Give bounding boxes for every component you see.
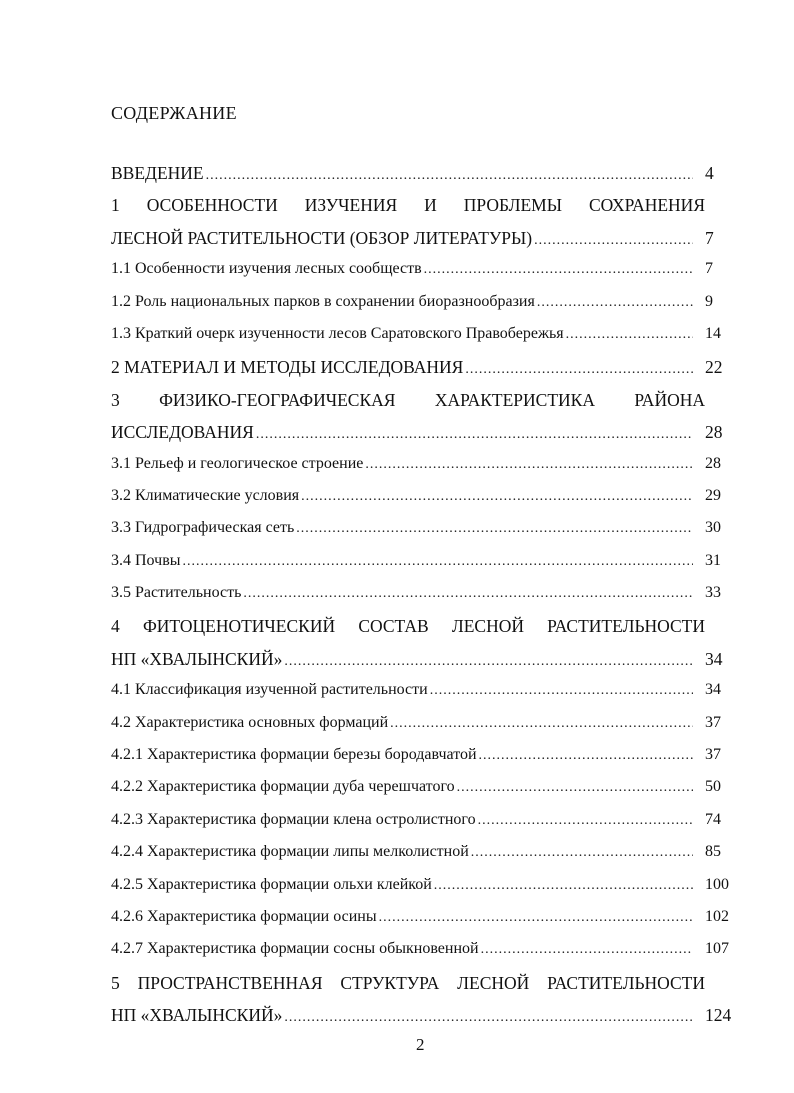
leader-dots [457, 780, 693, 796]
toc-entry-text: 1.3 Краткий очерк изученности лесов Саратовского Правобережья [111, 324, 564, 342]
leader-dots [481, 942, 693, 958]
page-title: СОДЕРЖАНИЕ [111, 103, 237, 123]
toc-entry-line1: 1 ОСОБЕННОСТИ ИЗУЧЕНИЯ И ПРОБЛЕМЫ СОХРАНЕНИЯ [111, 195, 705, 216]
toc-entry [111, 681, 747, 713]
toc-entry [111, 487, 747, 519]
toc-entry [111, 422, 747, 454]
toc-entry [111, 293, 747, 325]
toc-entry [111, 778, 747, 810]
leader-dots [284, 1010, 693, 1026]
toc-entry [111, 357, 747, 389]
page-number: 2 [416, 1035, 425, 1054]
leader-dots [206, 168, 693, 184]
toc-entry [111, 714, 747, 746]
toc-entry [111, 228, 747, 260]
toc-entry [111, 260, 747, 292]
toc-entry-text: 3.2 Климатические условия [111, 486, 300, 504]
toc-entry-text: 4.2.1 Характеристика формации березы бородавчатой [111, 746, 477, 764]
toc-entry-text: 1.2 Роль национальных парков в сохранении биоразнообразия [111, 292, 535, 310]
toc-entry [111, 163, 747, 195]
leader-dots [534, 233, 693, 249]
leader-dots [183, 554, 694, 570]
toc-entry-text: 4.2.3 Характеристика формации клена остролистного [111, 810, 476, 828]
toc-entry [111, 843, 747, 875]
leader-dots [390, 716, 693, 732]
leader-dots [424, 262, 693, 278]
toc-entry [111, 746, 747, 778]
toc-entry-text: 4.2.6 Характеристика формации осины [111, 907, 377, 925]
leader-dots [284, 654, 693, 670]
toc-entry-page: 50 [705, 778, 721, 796]
toc-entry-text: ВВЕДЕНИЕ [111, 163, 204, 183]
toc-entry-text: ЛЕСНОЙ РАСТИТЕЛЬНОСТИ (ОБЗОР ЛИТЕРАТУРЫ) [111, 227, 533, 248]
leader-dots [478, 813, 693, 829]
toc-entry-page: 7 [705, 227, 714, 248]
toc-entry-page: 29 [705, 486, 721, 504]
toc-entry-text: 3.1 Рельеф и геологическое строение [111, 454, 364, 472]
leader-dots [243, 586, 693, 602]
toc-entry-page: 30 [705, 519, 721, 537]
toc-entry [111, 519, 747, 551]
toc-entry [111, 1005, 747, 1037]
toc-entry [111, 940, 747, 972]
toc-entry-page: 34 [705, 681, 721, 699]
toc-entry-text: 4.2 Характеристика основных формаций [111, 713, 389, 731]
toc-entry-page: 74 [705, 810, 721, 828]
toc-entry-text: 4.1 Классификация изученной растительности [111, 681, 428, 699]
toc-entry-page: 9 [705, 292, 713, 310]
toc-entry-text: 4.2.5 Характеристика формации ольхи клейкой [111, 875, 432, 893]
leader-dots [296, 521, 693, 537]
toc-entry [111, 552, 747, 584]
toc-entry-text: 3.3 Гидрографическая сеть [111, 519, 295, 537]
leader-dots [537, 295, 693, 311]
toc-entry [111, 908, 747, 940]
toc-entry-text: 3.5 Растительность [111, 584, 242, 602]
toc-entry-page: 14 [705, 324, 721, 342]
toc-entry [111, 584, 747, 616]
toc-entry-page: 37 [705, 746, 721, 764]
toc-entry-page: 85 [705, 843, 721, 861]
leader-dots [365, 457, 693, 473]
toc-entry-page: 33 [705, 584, 721, 602]
toc-entry-page: 107 [705, 940, 729, 958]
toc-entry-text: НП «ХВАЛЫНСКИЙ» [111, 1005, 283, 1026]
leader-dots [301, 489, 693, 505]
toc-entry-text: 4.2.4 Характеристика формации липы мелколистной [111, 843, 469, 861]
toc-entry-page: 124 [705, 1005, 732, 1026]
leader-dots [434, 878, 693, 894]
toc-entry-text: 4.2.7 Характеристика формации сосны обыкновенной [111, 940, 479, 958]
toc-entry-page: 28 [705, 454, 721, 472]
toc-entry-page: 22 [705, 357, 723, 378]
toc-entry [111, 876, 747, 908]
leader-dots [471, 845, 693, 861]
toc-entry [111, 649, 747, 681]
toc-entry-page: 31 [705, 551, 721, 569]
toc-entry-page: 102 [705, 907, 729, 925]
toc-entry-page: 28 [705, 422, 723, 443]
leader-dots [465, 362, 693, 378]
leader-dots [479, 748, 693, 764]
toc-entry [111, 455, 747, 487]
toc-entry-page: 7 [705, 260, 713, 278]
toc-entry-line1: 3 ФИЗИКО-ГЕОГРАФИЧЕСКАЯ ХАРАКТЕРИСТИКА РАЙОНА [111, 389, 705, 410]
toc-entry-text: 2 МАТЕРИАЛ И МЕТОДЫ ИССЛЕДОВАНИЯ [111, 357, 464, 378]
toc-entry-text: 4.2.2 Характеристика формации дуба черешчатого [111, 778, 455, 796]
toc-entry [111, 811, 747, 843]
toc-entry-page: 4 [705, 163, 714, 183]
toc-entry-text: 3.4 Почвы [111, 551, 181, 569]
table-of-contents [111, 163, 747, 1038]
toc-entry-page: 100 [705, 875, 729, 893]
toc-entry-line1: 4 ФИТОЦЕНОТИЧЕСКИЙ СОСТАВ ЛЕСНОЙ РАСТИТЕЛЬНОСТИ [111, 616, 705, 637]
toc-entry-text: НП «ХВАЛЫНСКИЙ» [111, 648, 283, 669]
toc-entry-page: 37 [705, 713, 721, 731]
toc-entry [111, 325, 747, 357]
leader-dots [566, 327, 693, 343]
leader-dots [379, 910, 693, 926]
leader-dots [256, 427, 693, 443]
toc-entry-page: 34 [705, 648, 723, 669]
toc-entry-line1: 5 ПРОСТРАНСТВЕННАЯ СТРУКТУРА ЛЕСНОЙ РАСТИТЕЛЬНОСТИ [111, 972, 705, 993]
toc-entry-text: 1.1 Особенности изучения лесных сообществ [111, 260, 422, 278]
leader-dots [430, 683, 693, 699]
toc-entry-text: ИССЛЕДОВАНИЯ [111, 422, 254, 443]
